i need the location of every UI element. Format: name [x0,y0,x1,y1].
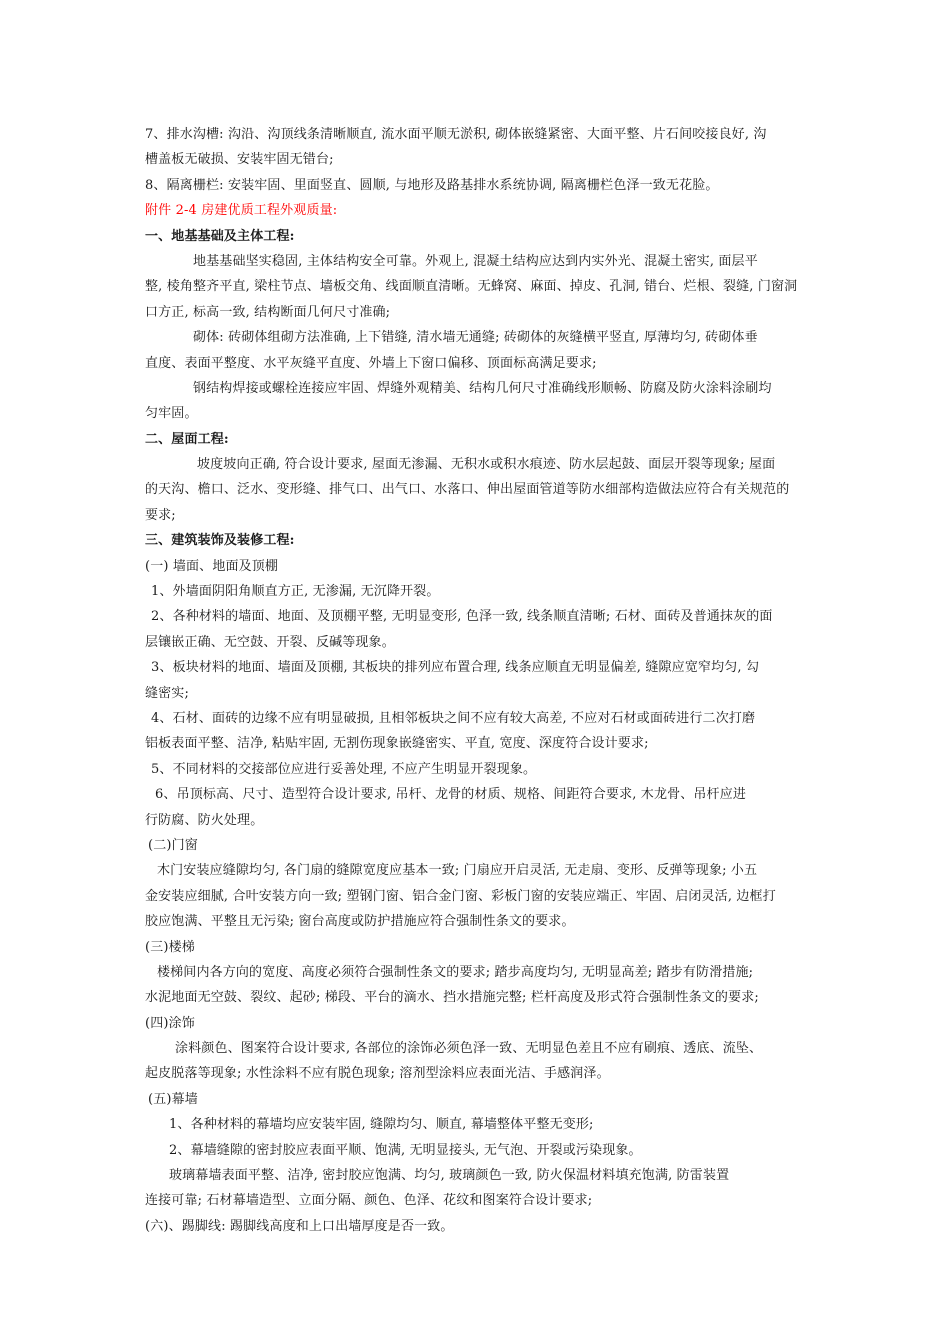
text-line: 涂料颜色、图案符合设计要求, 各部位的涂饰必须色泽一致、无明显色差且不应有刷痕、透底、流坠、 [175,1041,763,1057]
section-heading: 二、屋面工程: [145,431,229,447]
text-line: (六)、踢脚线: 踢脚线高度和上口出墙厚度是否一致。 [145,1218,454,1234]
text-line: 4、石材、面砖的边缘不应有明显破损, 且相邻板块之间不应有较大高差, 不应对石材或面砖进行二次打磨 [151,710,756,726]
section-heading: 一、地基基础及主体工程: [145,228,295,244]
text-line: 1、外墙面阴阳角顺直方正, 无渗漏, 无沉降开裂。 [151,584,440,600]
text-line: 匀牢固。 [145,406,198,422]
document-body [145,122,810,1239]
text-line: 5、不同材料的交接部位应进行妥善处理, 不应产生明显开裂现象。 [151,761,537,777]
text-line: 2、幕墙缝隙的密封胶应表面平顺、饱满, 无明显接头, 无气泡、开裂或污染现象。 [169,1142,642,1158]
text-line: 直度、表面平整度、水平灰缝平直度、外墙上下窗口偏移、顶面标高满足要求; [145,355,597,371]
text-line: 起皮脱落等现象; 水性涂料不应有脱色现象; 溶剂型涂料应表面光洁、手感润泽。 [145,1066,610,1082]
text-line: (三)楼梯 [145,939,195,955]
text-line: (五)幕墙 [148,1091,198,1107]
text-line: 8、隔离栅栏: 安装牢固、里面竖直、圆顺, 与地形及路基排水系统协调, 隔离栅栏色泽一致无花脸。 [145,177,719,193]
text-line: 玻璃幕墙表面平整、洁净, 密封胶应饱满、均匀, 玻璃颜色一致, 防火保温材料填充饱满, 防雷装置 [169,1168,730,1184]
text-line: 金安装应细腻, 合叶安装方向一致; 塑钢门窗、铝合金门窗、彩板门窗的安装应端正、牢固、启闭灵活, 边框打 [145,888,776,904]
section-heading: 三、建筑装饰及装修工程: [145,533,295,549]
appendix-heading: 附件 2-4 房建优质工程外观质量: [145,203,338,219]
text-line: 整, 棱角整齐平直, 梁柱节点、墙板交角、线面顺直清晰。无蜂窝、麻面、掉皮、孔洞, 错台、烂根、裂缝, 门窗洞 [145,279,798,295]
text-line: 楼梯间内各方向的宽度、高度必须符合强制性条文的要求; 踏步高度均匀, 无明显高差; 踏步有防滑措施; [157,964,754,980]
text-line: (四)涂饰 [145,1015,195,1031]
text-line: 层镶嵌正确、无空鼓、开裂、反碱等现象。 [145,634,395,650]
text-line: (二)门窗 [148,837,198,853]
text-line: 地基基础坚实稳固, 主体结构安全可靠。外观上, 混凝土结构应达到内实外光、混凝土密实, 面层平 [193,253,758,269]
text-line: 木门安装应缝隙均匀, 各门扇的缝隙宽度应基本一致; 门扇应开启灵活, 无走扇、变形、反弹等现象; 小五 [157,863,758,879]
text-line: 坡度坡向正确, 符合设计要求, 屋面无渗漏、无积水或积水痕迹、防水层起鼓、面层开裂等现象; 屋面 [197,457,776,473]
text-line: 槽盖板无破损、安装牢固无错台; [145,152,334,168]
text-line: 3、板块材料的地面、墙面及顶棚, 其板块的排列应布置合理, 线条应顺直无明显偏差, 缝隙应宽窄均匀, 勾 [151,660,760,676]
text-line: 要求; [145,507,176,523]
text-line: 1、各种材料的幕墙均应安装牢固, 缝隙均匀、顺直, 幕墙整体平整无变形; [169,1117,594,1133]
text-line: 连接可靠; 石材幕墙造型、立面分隔、颜色、色泽、花纹和图案符合设计要求; [145,1193,593,1209]
text-line: 铝板表面平整、洁净, 粘贴牢固, 无割伤现象嵌缝密实、平直, 宽度、深度符合设计要求; [145,736,649,752]
text-line: 7、排水沟槽: 沟沿、沟顶线条清晰顺直, 流水面平顺无淤积, 砌体嵌缝紧密、大面平整、片石间咬接良好, 沟 [145,127,767,142]
text-line: 砌体: 砖砌体组砌方法准确, 上下错缝, 清水墙无通缝; 砖砌体的灰缝横平竖直, 厚薄均匀, 砖砌体垂 [193,330,758,346]
text-line: (一) 墙面、地面及顶棚 [145,558,279,574]
text-line: 水泥地面无空鼓、裂纹、起砂; 梯段、平台的滴水、挡水措施完整; 栏杆高度及形式符合强制性条文的要求; [145,990,759,1006]
text-line: 2、各种材料的墙面、地面、及顶棚平整, 无明显变形, 色泽一致, 线条顺直清晰; 石材、面砖及普通抹灰的面 [151,609,773,625]
text-line: 口方正, 标高一致, 结构断面几何尺寸准确; [145,304,391,320]
text-line: 钢结构焊接或螺栓连接应牢固、焊缝外观精美、结构几何尺寸准确线形顺畅、防腐及防火涂料涂刷均 [193,380,772,396]
text-line: 的天沟、檐口、泛水、变形缝、排气口、出气口、水落口、伸出屋面管道等防水细部构造做法应符合有关规范的 [145,482,790,498]
text-line: 胶应饱满、平整且无污染; 窗台高度或防护措施应符合强制性条文的要求。 [145,914,575,930]
text-line: 缝密实; [145,685,189,701]
text-line: 行防腐、防火处理。 [145,812,264,828]
text-line: 6、吊顶标高、尺寸、造型符合设计要求, 吊杆、龙骨的材质、规格、间距符合要求, 木龙骨、吊杆应进 [155,787,747,803]
